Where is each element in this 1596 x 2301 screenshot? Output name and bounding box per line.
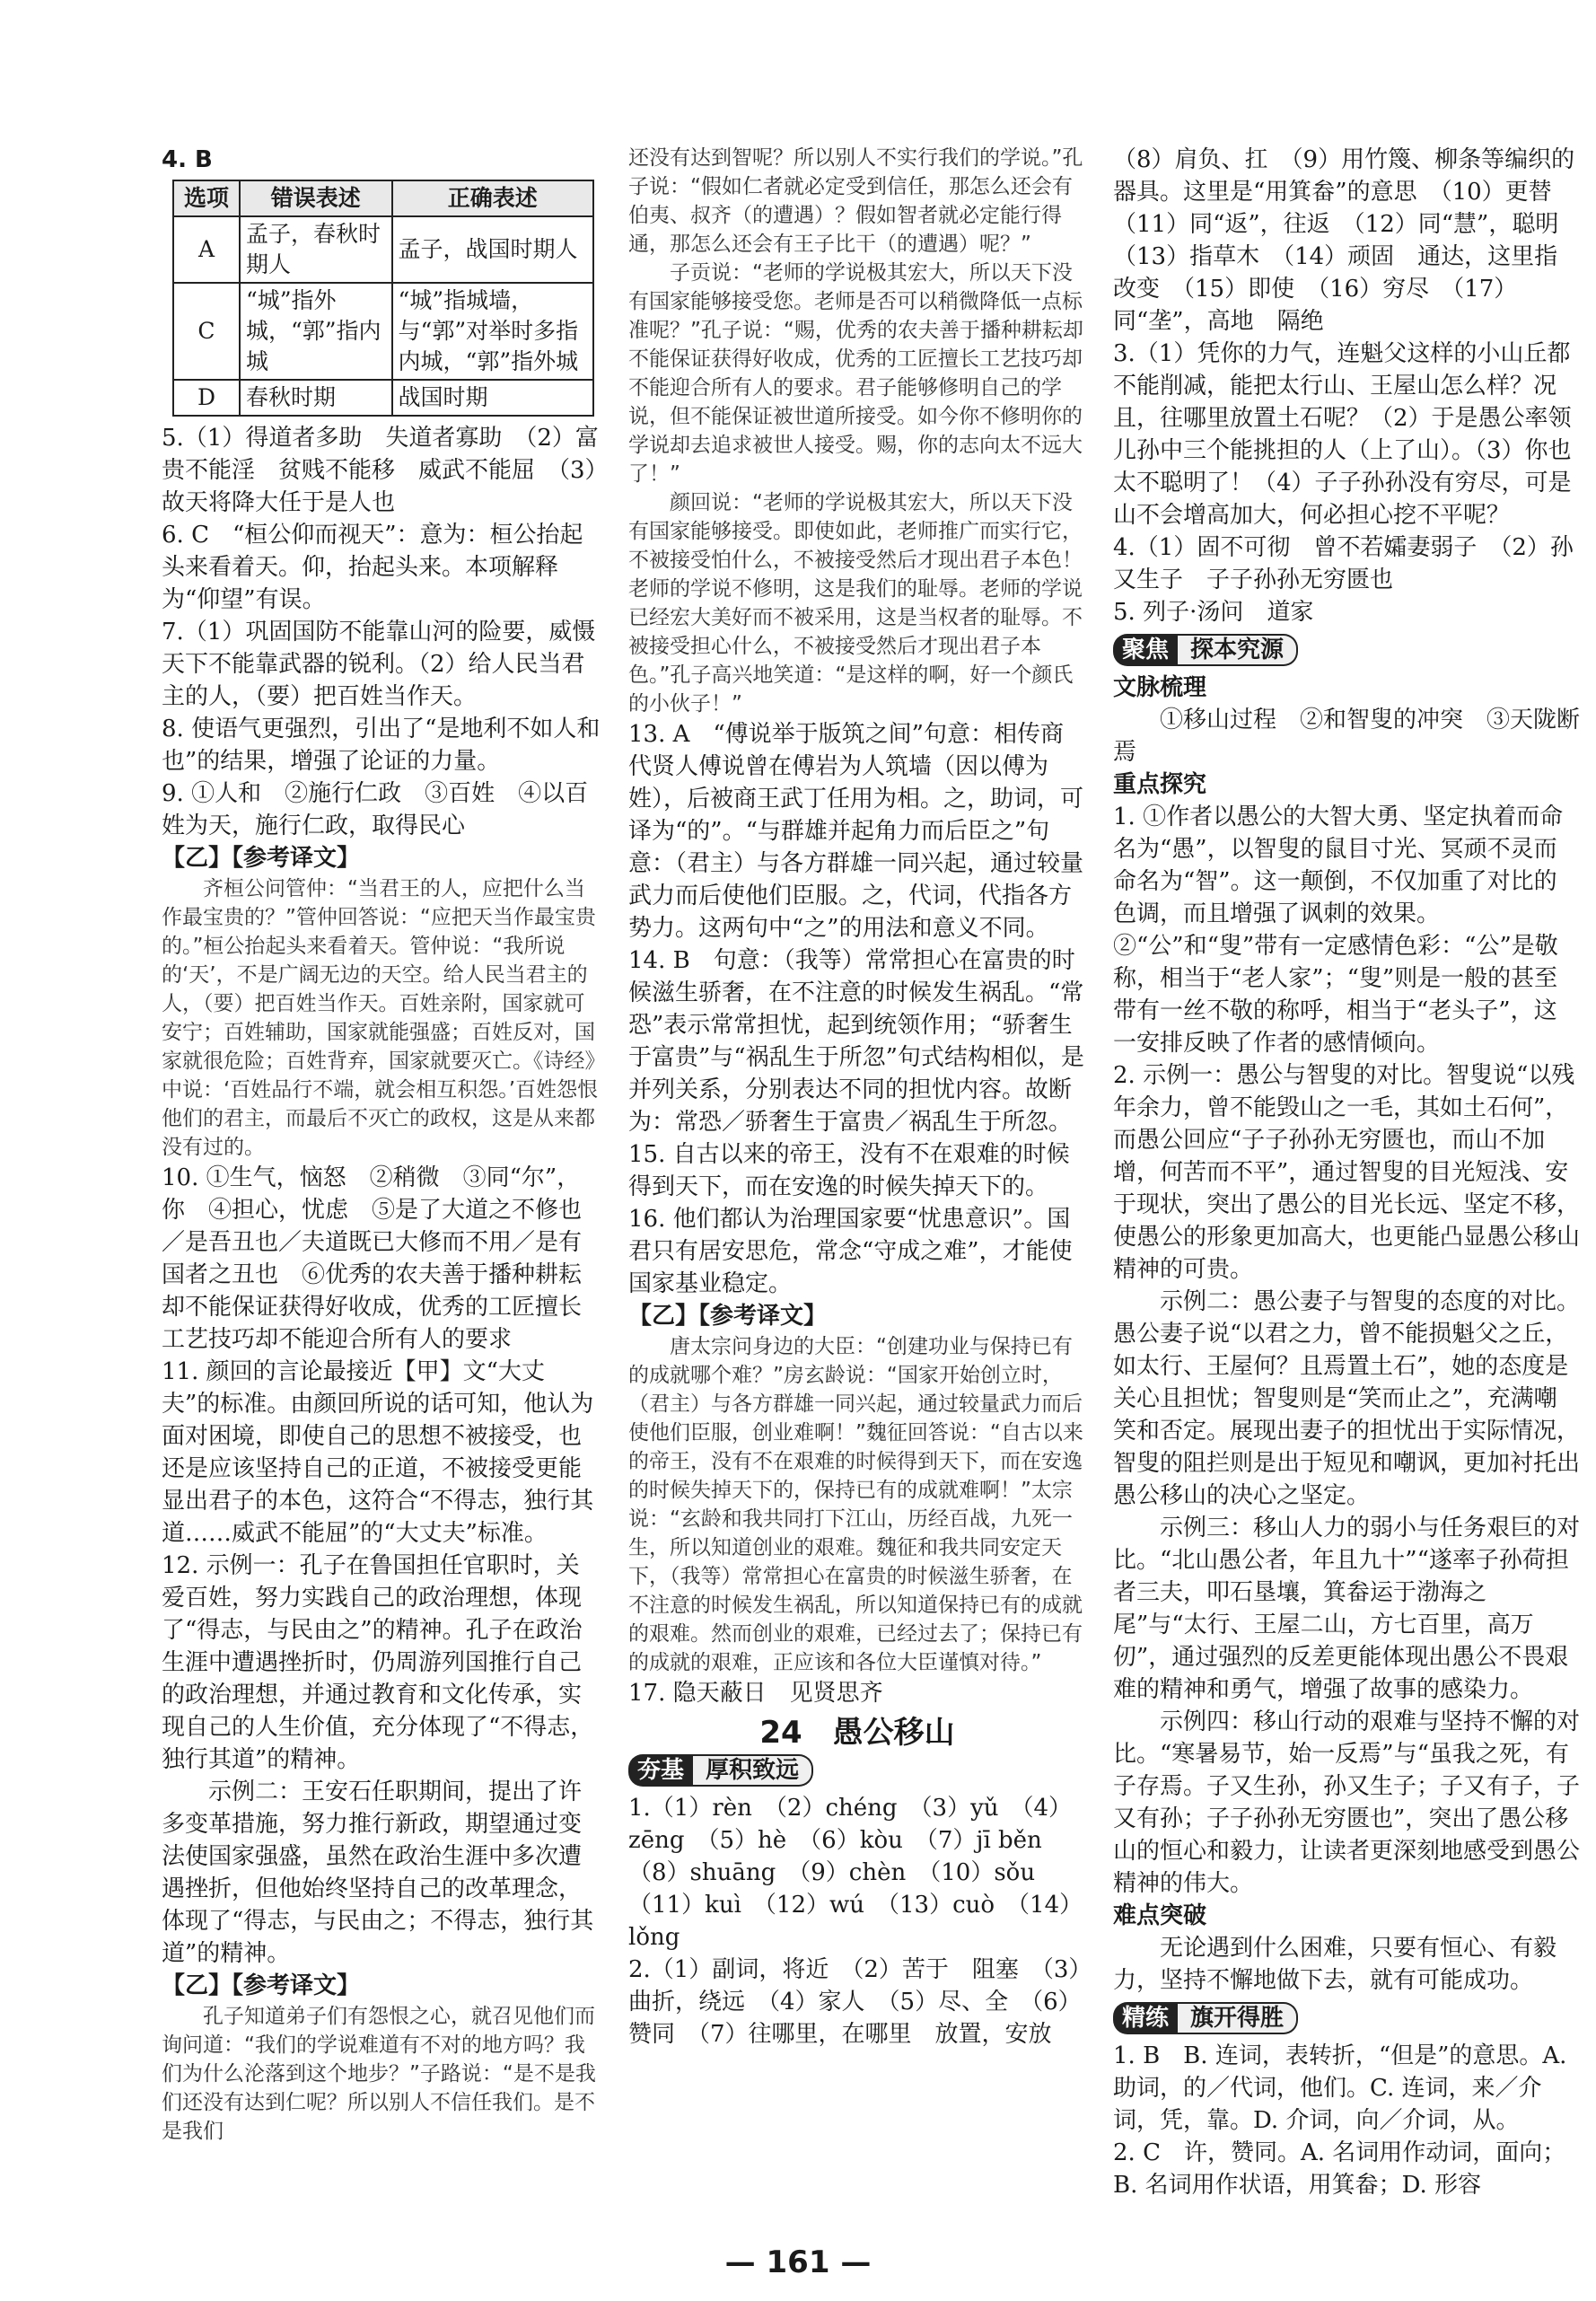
table-cell: 孟子，战国时期人 <box>392 216 593 283</box>
table-row <box>173 283 593 380</box>
q4-heading: 4. B <box>162 146 213 173</box>
answer-item: 6. C “桓公仰而视天”：意为：桓公抬起头来看着天。仰，抬起头来。本项解释为“仰望”有误。 <box>162 522 583 613</box>
table-cell: 战国时期 <box>392 380 593 416</box>
answer-item: 1. ①作者以愚公的大智大勇、坚定执着而命名为“愚”，以智叟的鼠目寸光、冥顽不灵而命名为“智”。这一颠倒，不仅加重了对比的色调，而且增强了讽刺的效果。②“公”和“叟”带有一定感情色彩：“公”是敬称，相当于“老人家”；“叟”则是一般的甚至带有一丝不敬的称呼，相当于“老头子”，这一安排反映了作者的感情倾向。 <box>1113 804 1564 1057</box>
tag-value: 探本究源 <box>1178 634 1298 666</box>
table-header: 选项 <box>173 180 240 216</box>
translation-text: 唐太宗问身边的大臣：“创建功业与保持已有的成就哪个难？”房玄龄说：“国家开始创立时，（君主）与各方群雄一同兴起，通过较量武力而后使他们臣服，创业难啊！”魏征回答说：“自古以来的帝王，没有不在艰难的时候得到天下，而在安逸的时候失掉天下的，保持已有的成就难啊！”太宗说：“玄龄和我共同打下江山，历经百战，九死一生，所以知道创业的艰难。魏征和我共同安定天下，（我等）常常担心在富贵的时候滋生骄奢，在不注意的时候发生祸乱，所以知道保持已有的成就的艰难。然而创业的艰难，已经过去了；保持已有的成就的艰难，正应该和各位大臣谨慎对待。” <box>628 1335 1083 1674</box>
answer-item: 2. 示例一：愚公与智叟的对比。智叟说“以残年余力，曾不能毁山之一毛，其如土石何”，而愚公回应“子子孙孙无穷匮也，而山不加增，何苦而不平”，通过智叟的目光短浅、安于现状，突出了愚公的目光长远、坚定不移，使愚公的形象更加高大，也更能凸显愚公移山精神的可贵。 <box>1113 1062 1581 1283</box>
answer-item: 4.（1）固不可彻 曾不若孀妻弱子 （2）孙又生子 子子孙孙无穷匮也 <box>1113 534 1574 593</box>
table-row <box>173 216 593 283</box>
answer-item: 示例三：移山人力的弱小与任务艰巨的对比。“北山愚公者，年且九十”“遂率子孙荷担者三夫，叩石垦壤，箕畚运于渤海之尾”与“太行、王屋二山，方七百里，高万仞”，通过强烈的反差更能体现出愚公不畏艰难的精神和勇气，增强了故事的感染力。 <box>1113 1515 1581 1703</box>
answer-item: 2.（1）副词，将近 （2）苦于 阻塞 （3）曲折，绕远 （4）家人 （5）尽、全 （6）赞同 （7）往哪里，在哪里 放置，安放 <box>628 1956 1082 2048</box>
table-cell: 孟子，春秋时期人 <box>240 216 392 283</box>
answer-item: 15. 自古以来的帝王，没有不在艰难的时候得到天下，而在安逸的时候失掉天下的。 <box>628 1141 1070 1200</box>
answer-item: 3.（1）凭你的力气，连魁父这样的小山丘都不能削减，能把太行山、王屋山怎么样？况且，往哪里放置土石呢？（2）于是愚公率领儿孙中三个能挑担的人（上了山）。（3）你也太不聪明了！（4）子子孙孙没有穷尽，可是山不会增高加大，何必担心挖不平呢？ <box>1113 340 1572 529</box>
tag-key: 精练 <box>1113 2002 1178 2034</box>
sub-heading: 文脉梳理 <box>1113 674 1207 701</box>
answer-item: 1. B B. 连词，表转折，“但是”的意思。A. 助词，的／代词，他们。C. 连词，来／介词，凭，靠。D. 介词，向／介词，从。 <box>1113 2042 1567 2134</box>
answer-table <box>172 180 594 417</box>
translation-block <box>628 144 1086 718</box>
table-row <box>173 380 593 416</box>
answer-item: 示例二：王安石任职期间，提出了许多变革措施，努力推行新政，期望通过变法使国家强盛，虽然在政治生涯中多次遭遇挫折，但他始终坚持自己的改革理念，体现了“得志，与民由之；不得志，独行其道”的精神。 <box>162 1778 594 1967</box>
column-right <box>1113 144 1583 2201</box>
table-header: 正确表述 <box>392 180 593 216</box>
translation-label: 【乙】【参考译文】 <box>628 1303 828 1330</box>
translation-text: 还没有达到智呢？所以别人不实行我们的学说。”孔子说：“假如仁者就必定受到信任，那怎么还会有伯夷、叔齐（的遭遇）？假如智者就必定能行得通，那怎么还会有王子比干（的遭遇）呢？” <box>628 146 1083 256</box>
section-title: 24 愚公移山 <box>759 1715 955 1751</box>
sub-heading: 难点突破 <box>1113 1902 1207 1929</box>
answer-item: 17. 隐天蔽日 见贤思齐 <box>628 1680 883 1707</box>
translation-text: 齐桓公问管仲：“当君王的人，应把什么当作最宝贵的？”管仲回答说：“应把天当作最宝贵的。”桓公抬起头来看着天。管仲说：“我所说的‘天’，不是广阔无边的天空。给人民当君主的人，（要）把百姓当作天。百姓亲附，国家就可安宁；百姓辅助，国家就能强盛；百姓反对，国家就很危险；百姓背弃，国家就要灭亡。《诗经》中说：‘百姓品行不端，就会相互积怨。’百姓怨恨他们的君主，而最后不灭亡的政权，这是从来都没有过的。 <box>162 877 599 1159</box>
table-cell: D <box>173 380 240 416</box>
answer-item: 5. 列子·汤问 道家 <box>1113 599 1314 626</box>
answer-item: 8. 使语气更强烈，引出了“是地利不如人和也”的结果，增强了论证的力量。 <box>162 716 601 775</box>
answer-item: 11. 颜回的言论最接近【甲】文“大丈夫”的标准。由颜回所说的话可知，他认为面对困境，即使自己的思想不被接受，也还是应该坚持自己的正道，不被接受更能显出君子的本色，这符合“不得志，独行其道……威武不能屈”的“大丈夫”标准。 <box>162 1358 594 1547</box>
table-cell: C <box>173 283 240 380</box>
answer-item: 5.（1）得道者多助 失道者寡助 （2）富贵不能淫 贫贱不能移 威武不能屈 （3）故天将降大任于是人也 <box>162 425 599 516</box>
answer-item: 示例四：移山行动的艰难与坚持不懈的对比。“寒暑易节，始一反焉”与“虽我之死，有子存焉。子又生孙，孙又生子；子又有子，子又有孙；子子孙孙无穷匮也”，突出了愚公移山的恒心和毅力，让读者更深刻地感受到愚公精神的伟大。 <box>1113 1708 1581 1897</box>
table-header: 错误表述 <box>240 180 392 216</box>
sub-heading: 重点探究 <box>1113 771 1207 798</box>
answer-item: 12. 示例一：孔子在鲁国担任官职时，关爱百姓，努力实践自己的政治理想，体现了“得志，与民由之”的精神。孔子在政治生涯中遭遇挫折时，仍周游列国推行自己的政治理想，并通过教育和文化传承，实现自己的人生价值，充分体现了“不得志，独行其道”的精神。 <box>162 1552 594 1773</box>
translation-label: 【乙】【参考译文】 <box>162 1972 361 1999</box>
answer-item: 7.（1）巩固国防不能靠山河的险要，威慑天下不能靠武器的锐利。（2）给人民当君主的人，（要）把百姓当作天。 <box>162 619 596 710</box>
table-cell: “城”指城墙，与“郭”对举时多指内城，“郭”指外城 <box>392 283 593 380</box>
answer-item: （8）肩负、扛 （9）用竹篾、柳条等编织的器具。这里是“用箕畚”的意思 （10）更替 （11）同“返”，往返 （12）同“慧”，聪明 （13）指草木 （14）顽固 通达，这里指改变 （15）即使 （16）穷尽 （17）同“垄”，高地 隔绝 <box>1113 146 1583 335</box>
table-cell: A <box>173 216 240 283</box>
tag-value: 旗开得胜 <box>1178 2002 1298 2034</box>
table-cell: 春秋时期 <box>240 380 392 416</box>
column-middle <box>628 144 1086 2051</box>
section-tag <box>1113 634 1580 666</box>
tag-key: 夯基 <box>628 1754 693 1787</box>
translation-text: 孔子知道弟子们有怨恨之心，就召见他们而询问道：“我们的学说难道有不对的地方吗？我们为什么沦落到这个地步？”子路说：“是不是我们还没有达到仁呢？所以别人不信任我们。是不是我们 <box>162 2005 596 2143</box>
answer-item: 无论遇到什么困难，只要有恒心、有毅力，坚持不懈地做下去，就有可能成功。 <box>1113 1935 1557 1994</box>
answer-item: 16. 他们都认为治理国家要“忧患意识”。国君只有居安思危，常念“守成之难”，才能使国家基业稳定。 <box>628 1206 1073 1297</box>
answer-item: 13. A “傅说举于版筑之间”句意：相传商代贤人傅说曾在傅岩为人筑墙（因以傅为姓），后被商王武丁任用为相。之，助词，可译为“的”。“与群雄并起角力而后臣之”句意：（君主）与各方群雄一同兴起，通过较量武力而后使他们臣服。之，代词，代指各方势力。这两句中“之”的用法和意义不同。 <box>628 721 1084 942</box>
answer-item: 14. B 句意：（我等）常常担心在富贵的时候滋生骄奢，在不注意的时候发生祸乱。“常恐”表示常常担忧，起到统领作用；“骄奢生于富贵”与“祸乱生于所忽”句式结构相似，是并列关系，分别表达不同的担忧内容。故断为：常恐／骄奢生于富贵／祸乱生于所忽。 <box>628 947 1084 1136</box>
translation-text: 颜回说：“老师的学说极其宏大，所以天下没有国家能够接受。即使如此，老师推广而实行它，不被接受怕什么，不被接受然后才现出君子本色！老师的学说不修明，这是我们的耻辱。老师的学说已经宏大美好而不被采用，这是当权者的耻辱。不被接受担心什么，不被接受然后才现出君子本色。”孔子高兴地笑道：“是这样的啊，好一个颜氏的小伙子！” <box>628 491 1083 716</box>
tag-value: 厚积致远 <box>693 1754 813 1787</box>
translation-text: 子贡说：“老师的学说极其宏大，所以天下没有国家能够接受您。老师是否可以稍微降低一点标准呢？”孔子说：“赐，优秀的农夫善于播种耕耘却不能保证获得好收成，优秀的工匠擅长工艺技巧却不能迎合所有人的要求。君子能够修明自己的学说，但不能保证被世道所接受。如今你不修明你的学说却去追求被世人接受。赐，你的志向太不远大了！” <box>628 261 1083 486</box>
tag-key: 聚焦 <box>1113 634 1178 666</box>
translation-block <box>628 1332 1086 1677</box>
answer-item: 示例二：愚公妻子与智叟的态度的对比。愚公妻子说“以君之力，曾不能损魁父之丘，如太行、王屋何？且焉置土石”，她的态度是关心且担忧；智叟则是“笑而止之”，充满嘲笑和否定。展现出妻子的担忧出于实际情况，智叟的阻拦则是出于短见和嘲讽，更加衬托出愚公移山的决心之坚定。 <box>1113 1288 1581 1509</box>
answer-item: 10. ①生气，恼怒 ②稍微 ③同“尔”，你 ④担心，忧虑 ⑤是了大道之不修也／是吾丑也／夫道既已大修而不用／是有国者之丑也 ⑥优秀的农夫善于播种耕耘却不能保证获得好收成，优秀的工匠擅长工艺技巧却不能迎合所有人的要求 <box>162 1164 583 1353</box>
translation-block <box>162 874 601 1162</box>
answer-item: 9. ①人和 ②施行仁政 ③百姓 ④以百姓为天，施行仁政，取得民心 <box>162 780 589 839</box>
answer-item: 1.（1）rèn （2）chéng （3）yǔ （4）zēng （5）hè （6）kòu （7）jī běn （8）shuāng （9）chèn （10）sǒu （11）kuì （12）wú （13）cuò （14）lǒng <box>628 1795 1083 1951</box>
page-number: — 161 — <box>724 2244 872 2280</box>
column-left <box>162 144 601 2146</box>
table-cell: “城”指外城，“郭”指内城 <box>240 283 392 380</box>
section-tag <box>628 1754 1086 1787</box>
answer-item: 2. C 许，赞同。A. 名词用作动词，面向；B. 名词用作状语，用箕畚；D. 形容 <box>1113 2139 1566 2199</box>
answer-item: ①移山过程 ②和智叟的冲突 ③天陇断焉 <box>1113 707 1581 766</box>
section-tag <box>1113 2002 1580 2034</box>
translation-block <box>162 2002 601 2146</box>
translation-label: 【乙】【参考译文】 <box>162 845 361 872</box>
